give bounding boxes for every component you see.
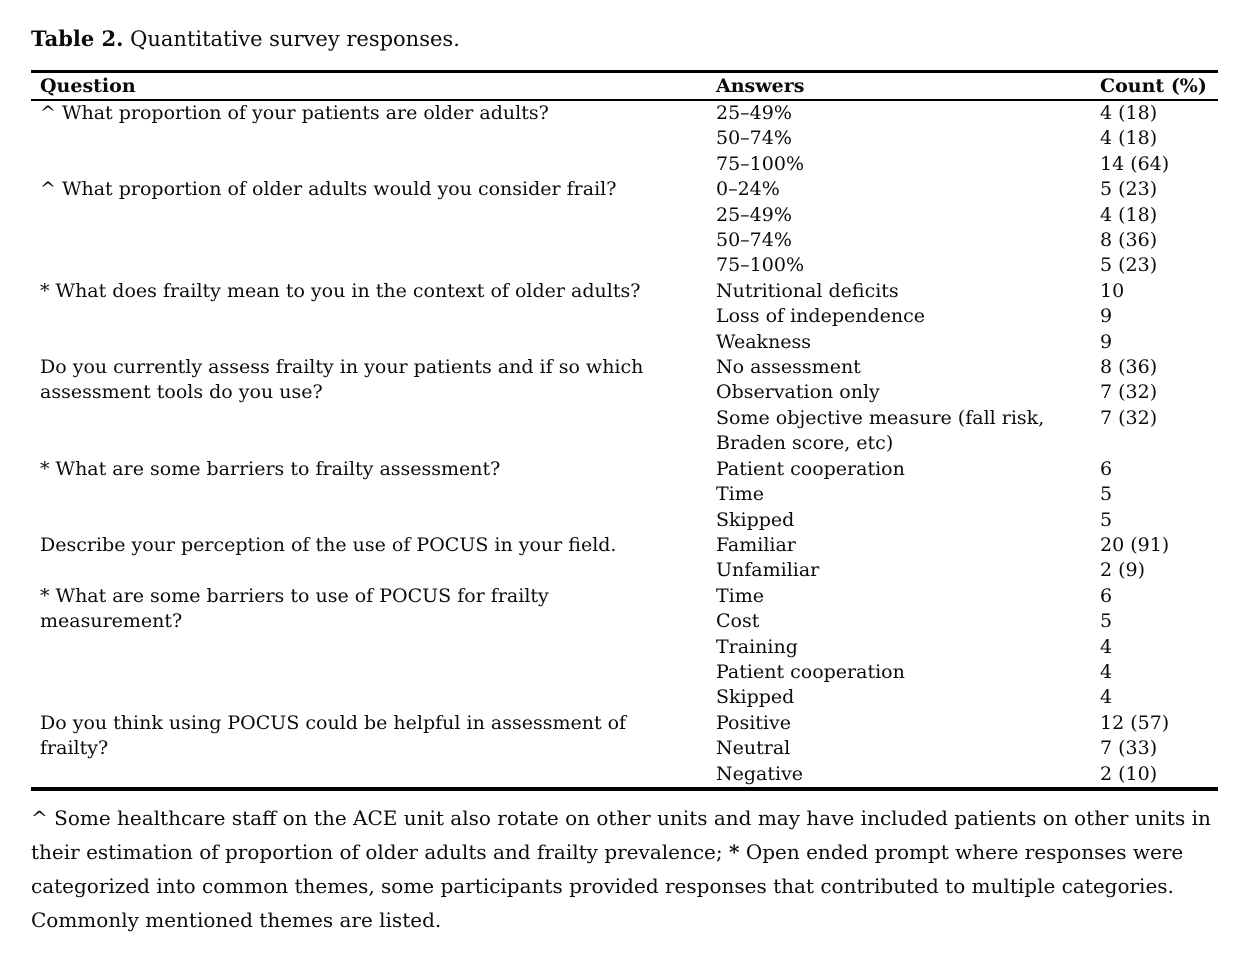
footnote-text: Open ended prompt where responses were categorized into common themes, some participants provided responses that contributed to multiple categories. Commonly mentioned themes are listed.	[31, 839, 1184, 932]
answer-cell: 75–100%	[716, 254, 804, 277]
count-cell: 4 (18)	[1100, 127, 1158, 150]
answer-cell: 25–49%	[716, 102, 792, 124]
answer-cell: Skipped	[716, 508, 795, 531]
count-cell: 4	[1100, 686, 1113, 709]
answer-cell: Patient cooperation	[716, 457, 905, 480]
footnote-text: ^ Some healthcare staff on the ACE unit also rotate on other units and may have included patients on other units in their estimation of proportion of older adults and frailty prevalence;	[31, 805, 1211, 864]
table-row	[31, 100, 1218, 126]
table-row	[31, 177, 1218, 202]
answer-cell: Weakness	[716, 330, 812, 353]
question-cell: ^ What proportion of your patients are older adults?	[40, 102, 549, 124]
answer-cell: Patient cooperation	[716, 660, 905, 683]
col-header-question: Question	[31, 72, 716, 101]
table-caption-text: Quantitative survey responses.	[123, 27, 460, 51]
answer-cell: Nutritional deficits	[716, 279, 899, 302]
count-cell: 7 (33)	[1100, 737, 1158, 760]
answer-cell: Observation only	[716, 381, 880, 404]
question-cell: ^ What proportion of older adults would you consider frail?	[40, 178, 617, 201]
count-cell: 5 (23)	[1100, 254, 1158, 277]
count-cell: 14 (64)	[1100, 152, 1170, 175]
count-cell: 4	[1100, 660, 1113, 683]
answer-cell: Unfamiliar	[716, 559, 820, 582]
question-cell: * What are some barriers to frailty assessment?	[40, 457, 501, 480]
survey-table	[31, 70, 1218, 791]
count-cell: 4 (18)	[1100, 102, 1158, 124]
answer-cell: 50–74%	[716, 229, 792, 252]
header-row	[31, 72, 1218, 101]
answer-cell: 50–74%	[716, 127, 792, 150]
question-cell: * What does frailty mean to you in the context of older adults?	[40, 279, 641, 302]
count-cell: 6	[1100, 457, 1113, 480]
table-caption	[31, 24, 1220, 54]
answer-cell: Cost	[716, 610, 760, 633]
answer-cell: 75–100%	[716, 152, 804, 175]
table-row	[31, 584, 1218, 609]
count-cell: 9	[1100, 305, 1113, 328]
answer-cell: Some objective measure (fall risk, Braden score, etc)	[716, 406, 1045, 455]
answer-cell: No assessment	[716, 356, 861, 379]
footnote-star-marker: *	[729, 839, 740, 864]
count-cell: 4	[1100, 635, 1113, 658]
count-cell: 2 (9)	[1100, 559, 1146, 582]
count-cell: 6	[1100, 584, 1113, 607]
answer-cell: Skipped	[716, 686, 795, 709]
table-row	[31, 279, 1218, 304]
question-cell: * What are some barriers to use of POCUS for frailty measurement?	[40, 584, 549, 633]
count-cell: 4 (18)	[1100, 203, 1158, 226]
table-body	[31, 100, 1218, 789]
answer-cell: Time	[716, 584, 765, 607]
answer-cell: Loss of independence	[716, 305, 925, 328]
count-cell: 9	[1100, 330, 1113, 353]
table-row	[31, 533, 1218, 558]
answer-cell: 0–24%	[716, 178, 780, 201]
col-header-count: Count (%)	[1100, 72, 1218, 101]
count-cell: 5	[1100, 483, 1113, 506]
table-row	[31, 355, 1218, 380]
table-row	[31, 457, 1218, 482]
answer-cell: Positive	[716, 711, 791, 734]
count-cell: 8 (36)	[1100, 229, 1158, 252]
count-cell: 5	[1100, 610, 1113, 633]
answer-cell: Neutral	[716, 737, 791, 760]
answer-cell: Negative	[716, 762, 804, 785]
count-cell: 5	[1100, 508, 1113, 531]
question-cell: Do you think using POCUS could be helpful in assessment of frailty?	[40, 711, 627, 760]
count-cell: 2 (10)	[1100, 762, 1158, 785]
table-row	[31, 711, 1218, 736]
table-caption-label: Table 2.	[31, 26, 124, 51]
question-cell: Describe your perception of the use of POCUS in your field.	[40, 533, 617, 556]
answer-cell: Training	[716, 635, 798, 658]
count-cell: 5 (23)	[1100, 178, 1158, 201]
answer-cell: Time	[716, 483, 765, 506]
answer-cell: 25–49%	[716, 203, 792, 226]
question-cell: Do you currently assess frailty in your patients and if so which assessment tools do you use?	[40, 356, 644, 404]
count-cell: 12 (57)	[1100, 711, 1170, 734]
col-header-answers: Answers	[716, 72, 1100, 101]
count-cell: 7 (32)	[1100, 381, 1158, 404]
answer-cell: Familiar	[716, 533, 796, 556]
count-cell: 10	[1100, 279, 1125, 302]
count-cell: 7 (32)	[1100, 406, 1158, 429]
table-footnote	[31, 801, 1218, 937]
count-cell: 20 (91)	[1100, 533, 1170, 556]
count-cell: 8 (36)	[1100, 356, 1158, 379]
